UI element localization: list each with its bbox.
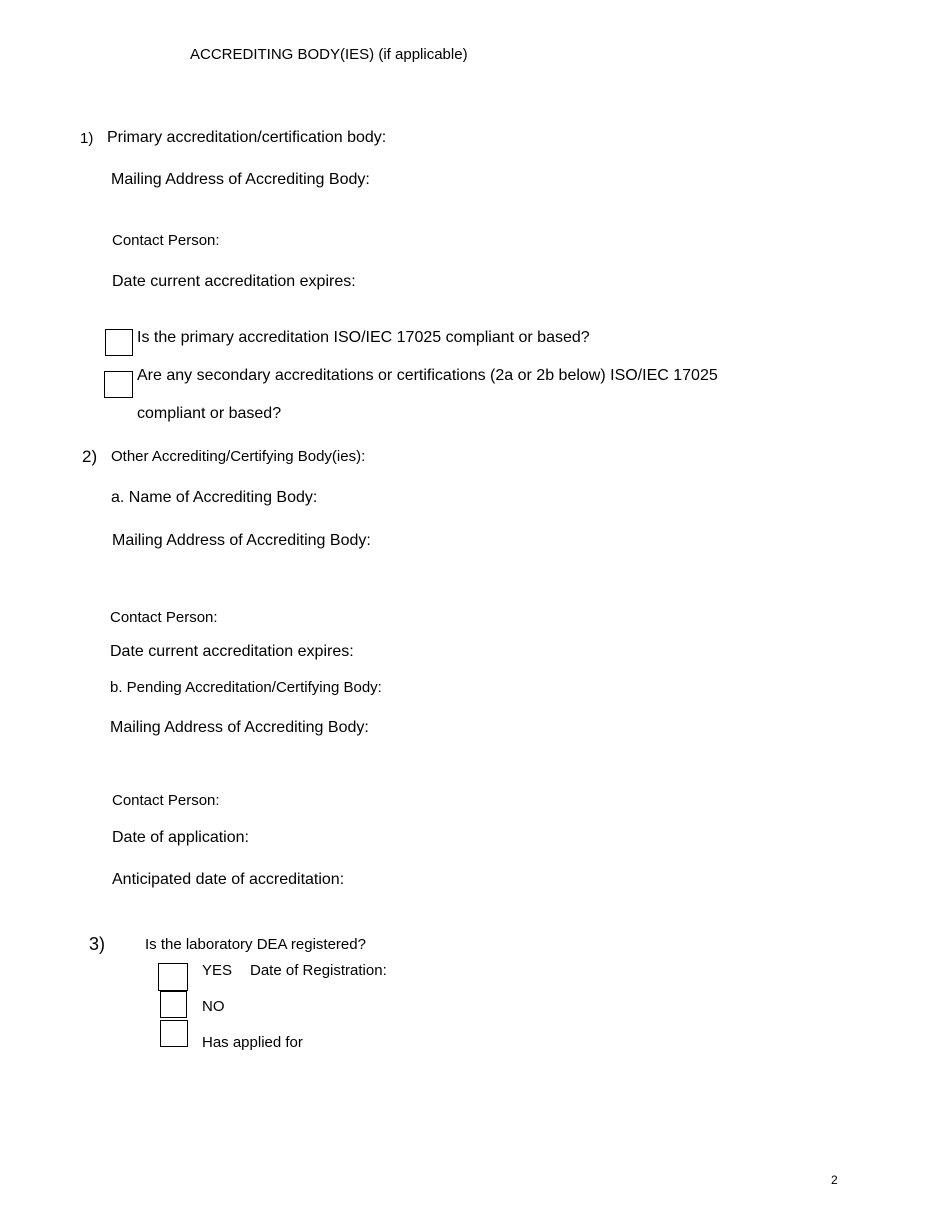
secondary-iso-compliant-checkbox[interactable] bbox=[104, 371, 133, 398]
dea-registration-date-label: Date of Registration: bbox=[250, 962, 387, 979]
section2b-mailing-address-label: Mailing Address of Accrediting Body: bbox=[110, 719, 369, 736]
dea-applied-checkbox[interactable] bbox=[160, 1020, 188, 1047]
section2-number: 2) bbox=[82, 447, 98, 466]
section2b-anticipated-date-label: Anticipated date of accreditation: bbox=[112, 871, 345, 888]
page-title: ACCREDITING BODY(IES) (if applicable) bbox=[190, 46, 468, 63]
section1-number: 1) bbox=[80, 130, 94, 147]
dea-applied-label: Has applied for bbox=[202, 1034, 303, 1051]
dea-no-checkbox[interactable] bbox=[160, 991, 187, 1018]
dea-yes-checkbox[interactable] bbox=[158, 963, 188, 991]
section1-expires-label: Date current accreditation expires: bbox=[112, 273, 356, 290]
section1-heading: Primary accreditation/certification body: bbox=[107, 129, 387, 146]
section1-contact-person-label: Contact Person: bbox=[112, 232, 220, 249]
section2b-application-date-label: Date of application: bbox=[112, 829, 249, 846]
dea-no-label: NO bbox=[202, 998, 225, 1015]
primary-iso-compliant-checkbox[interactable] bbox=[105, 329, 133, 356]
section2b-contact-person-label: Contact Person: bbox=[112, 792, 220, 809]
secondary-iso-compliant-label-line1: Are any secondary accreditations or certifications (2a or 2b below) ISO/IEC 17025 bbox=[137, 367, 718, 384]
section2a-name-label: a. Name of Accrediting Body: bbox=[111, 489, 318, 506]
section3-question: Is the laboratory DEA registered? bbox=[145, 936, 366, 953]
section2-heading: Other Accrediting/Certifying Body(ies): bbox=[111, 448, 366, 465]
section3-number: 3) bbox=[89, 934, 106, 954]
section2a-contact-person-label: Contact Person: bbox=[110, 609, 218, 626]
section2a-expires-label: Date current accreditation expires: bbox=[110, 643, 354, 660]
section2b-heading: b. Pending Accreditation/Certifying Body: bbox=[110, 679, 382, 696]
primary-iso-compliant-label: Is the primary accreditation ISO/IEC 17025 compliant or based? bbox=[137, 329, 590, 346]
section2a-mailing-address-label: Mailing Address of Accrediting Body: bbox=[112, 532, 371, 549]
secondary-iso-compliant-label-line2: compliant or based? bbox=[137, 405, 282, 422]
section1-mailing-address-label: Mailing Address of Accrediting Body: bbox=[111, 171, 370, 188]
dea-yes-label: YES bbox=[202, 962, 233, 979]
page-number: 2 bbox=[831, 1173, 838, 1187]
